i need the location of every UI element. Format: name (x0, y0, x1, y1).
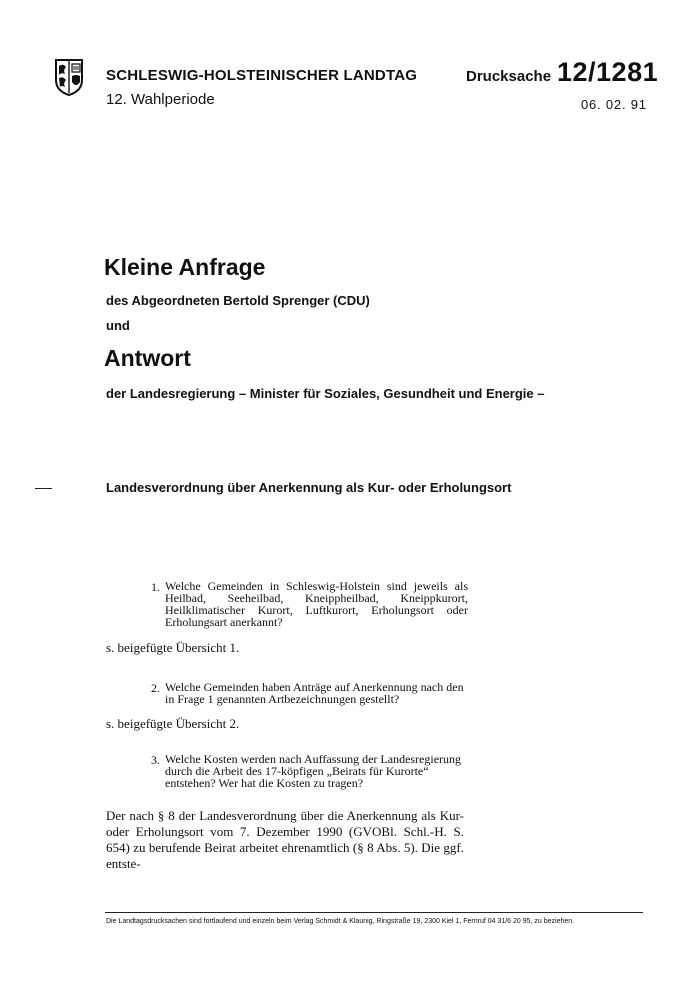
author-line: des Abgeordneten Bertold Sprenger (CDU) (106, 293, 370, 308)
answer-2: s. beigefügte Übersicht 2. (106, 716, 240, 731)
footer-divider (105, 912, 643, 913)
title-antwort: Antwort (104, 345, 191, 371)
conjunction-und: und (106, 318, 130, 333)
answer-1: s. beigefügte Übersicht 1. (106, 640, 240, 655)
question-1-number: 1. (151, 580, 160, 594)
responding-ministry: der Landesregierung – Minister für Soziales, Gesundheit und Energie – (106, 386, 545, 401)
document-date: 06. 02. 91 (581, 97, 647, 112)
subject-heading: Landesverordnung über Anerkennung als Kur- oder Erholungsort (106, 480, 512, 495)
parliament-name: SCHLESWIG-HOLSTEINISCHER LANDTAG (106, 67, 418, 84)
drucksache-label: Drucksache (466, 68, 552, 85)
margin-mark (35, 488, 52, 489)
coat-of-arms-icon (54, 58, 84, 96)
title-kleine-anfrage: Kleine Anfrage (104, 254, 266, 280)
question-3-text: Welche Kosten werden nach Auffassung der Landesregierung durch die Arbeit des 17-köpfigen „Beirats für Kurorte“ entstehen? Wer hat die Kosten zu tragen? (165, 752, 462, 790)
question-1-text: Welche Gemeinden in Schleswig-Holstein sind jeweils als Heilbad, Seeheilbad, Kneippheilbad, Kneippkurort, Heilklimatischer Kurort, Luftkurort, Erholungsort oder Erholungsart anerkannt? (165, 579, 468, 629)
legislative-period: 12. Wahlperiode (106, 91, 215, 108)
question-2-number: 2. (151, 681, 160, 695)
question-3-number: 3. (151, 753, 160, 767)
question-2-text: Welche Gemeinden haben Anträge auf Anerkennung nach den in Frage 1 genannten Artbezeichnungen gestellt? (165, 680, 464, 706)
drucksache-number: 12/1281 (557, 57, 659, 87)
footer-note: Die Landtagsdrucksachen sind fortlaufend und einzeln beim Verlag Schmidt & Klaunig, Ringstraße 19, 2300 Kiel 1, Fernruf 04 31/6 20 95, zu beziehen. (106, 918, 575, 925)
answer-3-paragraph: Der nach § 8 der Landesverordnung über die Anerkennung als Kur- oder Erholungsort vom 7. Dezember 1990 (GVOBl. Schl.-H. S. 654) zu berufende Beirat arbeitet ehrenamtlich (§ 8 Abs. 5). Die ggf. entste- (106, 808, 464, 871)
